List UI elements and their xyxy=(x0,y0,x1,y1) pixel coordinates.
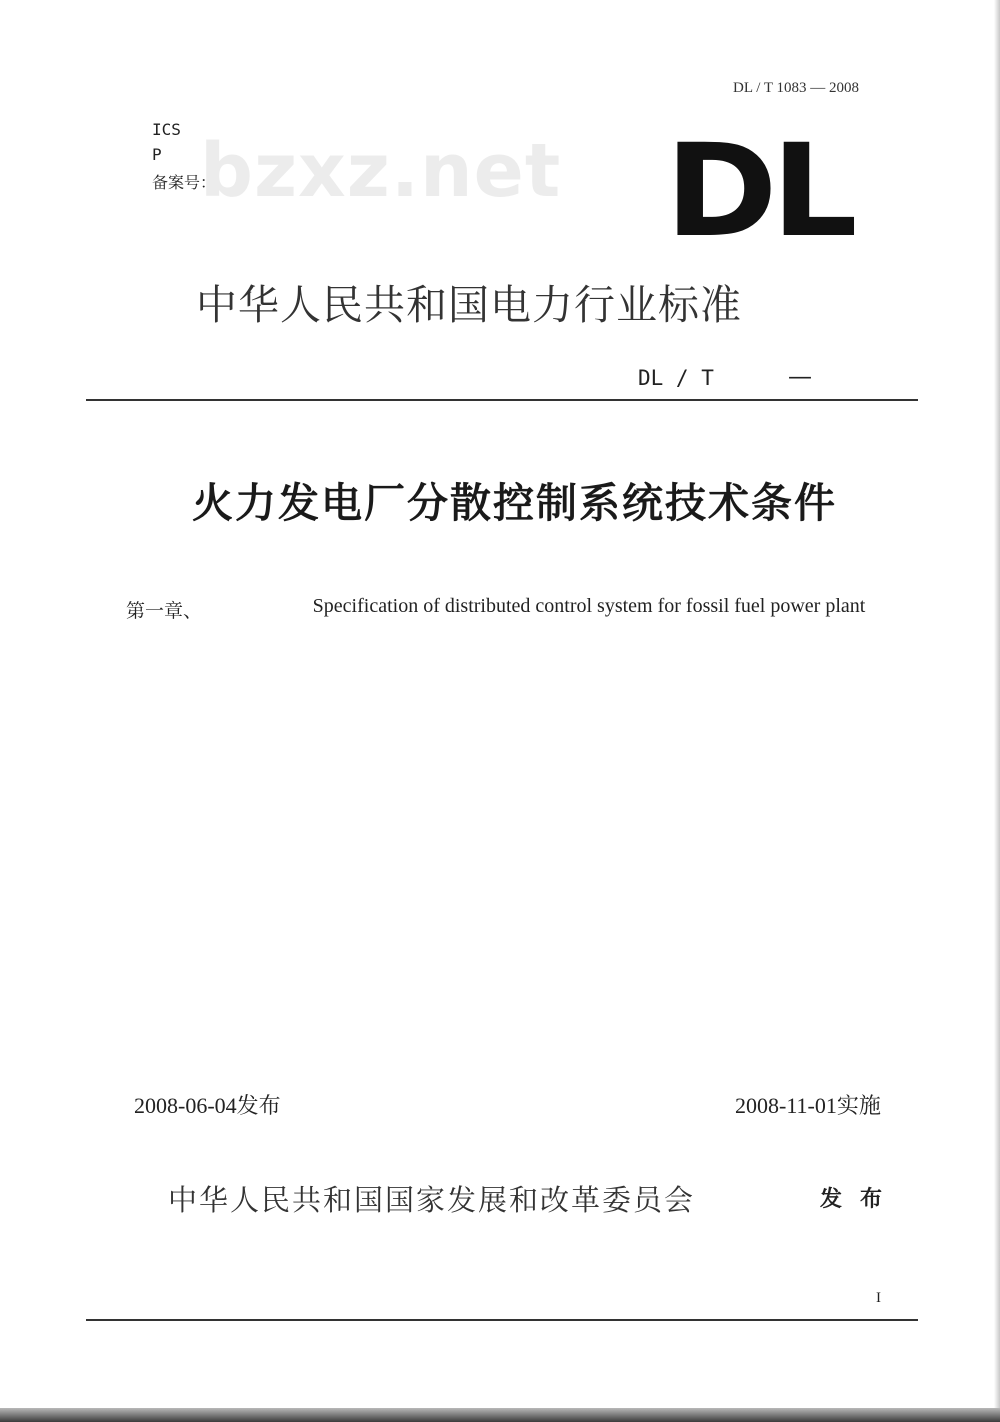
english-title: Specification of distributed control system for fossil fuel power plant xyxy=(312,595,866,617)
page-edge-right xyxy=(994,0,1000,1422)
standard-number-dash: — xyxy=(788,362,812,390)
ics-label: ICS xyxy=(152,120,181,139)
standard-number: DL / T xyxy=(638,366,714,390)
industry-standard-title: 中华人民共和国电力行业标准 xyxy=(196,281,742,329)
header-divider xyxy=(86,399,918,401)
publish-date: 2008-06-04发布 xyxy=(134,1093,281,1118)
publish-word: 发布 xyxy=(820,1187,901,1212)
dl-logo: DL xyxy=(665,117,852,266)
watermark: bzxz.net xyxy=(200,128,562,214)
p-label: P xyxy=(152,145,162,164)
chapter-label: 第一章、 xyxy=(126,600,203,622)
publisher: 中华人民共和国国家发展和改革委员会 xyxy=(168,1183,696,1217)
effective-date: 2008-11-01实施 xyxy=(735,1093,881,1118)
footer-divider xyxy=(86,1319,918,1321)
page-number: I xyxy=(876,1290,881,1306)
filing-number-label: 备案号： xyxy=(152,173,217,192)
page-edge-bottom xyxy=(0,1408,1000,1422)
standard-code-top: DL / T 1083 — 2008 xyxy=(733,80,859,96)
document-title: 火力发电厂分散控制系统技术条件 xyxy=(192,479,837,527)
